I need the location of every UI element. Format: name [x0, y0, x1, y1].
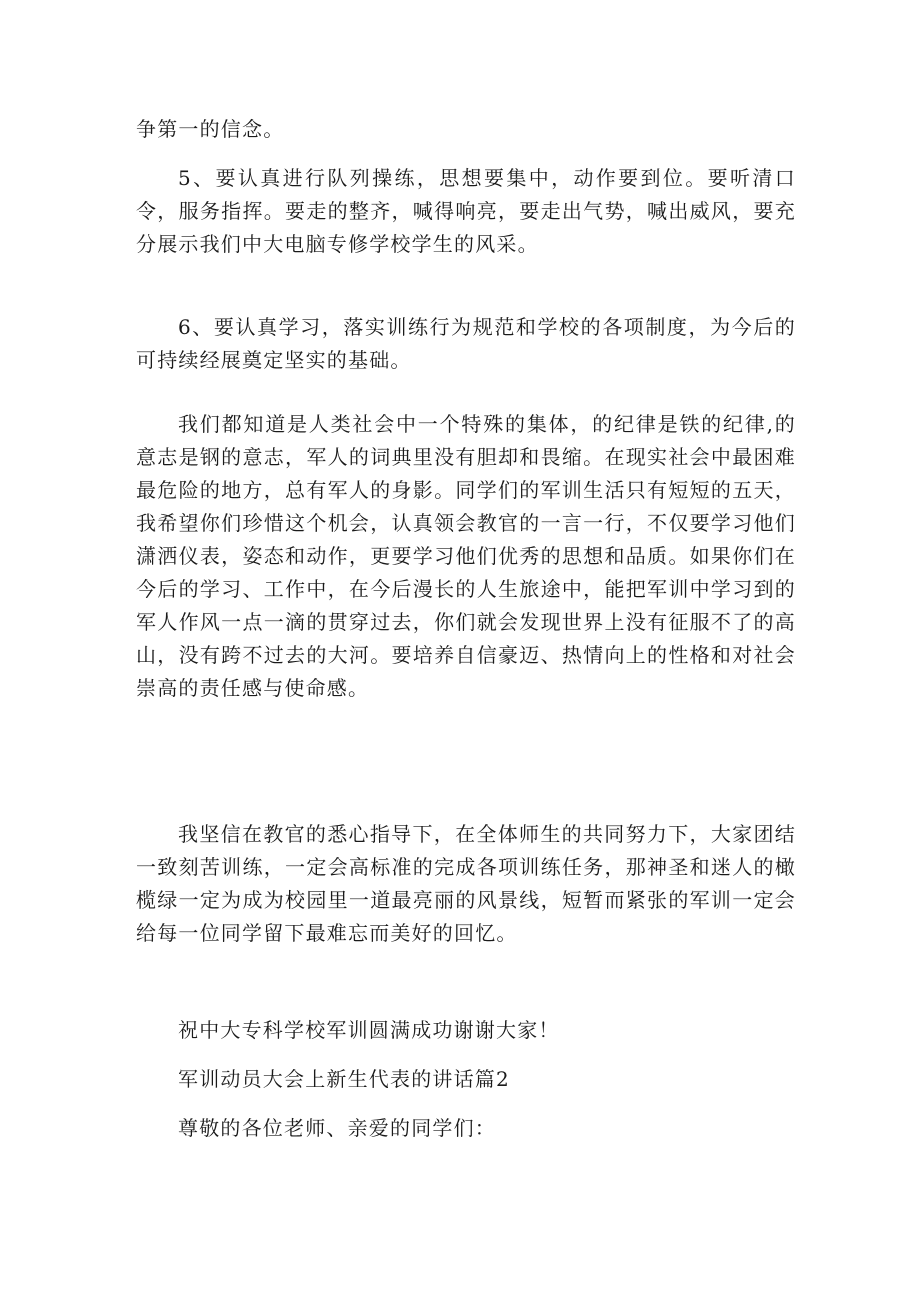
paragraph-confidence: 我坚信在教官的悉心指导下，在全体师生的共同努力下，大家团结一致刻苦训练，一定会高标准的完成各项训练任务，那神圣和迷人的橄榄绿一定为成为校园里一道最亮丽的风景线，短暂而紧张的军训一定会给每一位同学留下最难忘而美好的回忆。 [136, 822, 796, 945]
paragraph-continuation: 争第一的信念。 [136, 117, 285, 141]
salutation: 尊敬的各位老师、亲爱的同学们： [178, 1116, 496, 1140]
paragraph-military-spirit: 我们都知道是人类社会中一个特殊的集体，的纪律是铁的纪律,的意志是钢的意志，军人的词典里没有胆却和畏缩。在现实社会中最困难最危险的地方，总有军人的身影。同学们的军训生活只有短短的五天，我希望你们珍惜这个机会，认真领会教官的一言一行，不仅要学习他们潇洒仪表，姿态和动作，更要学习他们优秀的思想和品质。如果你们在今后的学习、工作中，在今后漫长的人生旅途中，能把军训中学习到的军人作风一点一滴的贯穿过去，你们就会发现世界上没有征服不了的高山，没有跨不过去的大河。要培养自信豪迈、热情向上的性格和对社会崇高的责任感与使命感。 [136, 412, 796, 700]
paragraph-item-5: 5、要认真进行队列操练，思想要集中，动作要到位。要听清口令，服务指挥。要走的整齐，喊得响亮，要走出气势，喊出威风，要充分展示我们中大电脑专修学校学生的风采。 [136, 166, 796, 256]
paragraph-item-6: 6、要认真学习，落实训练行为规范和学校的各项制度，为今后的可持续经展奠定坚实的基础。 [136, 315, 796, 372]
closing-line: 祝中大专科学校军训圆满成功谢谢大家！ [178, 1018, 560, 1042]
section-heading: 军训动员大会上新生代表的讲话篇2 [178, 1067, 510, 1091]
